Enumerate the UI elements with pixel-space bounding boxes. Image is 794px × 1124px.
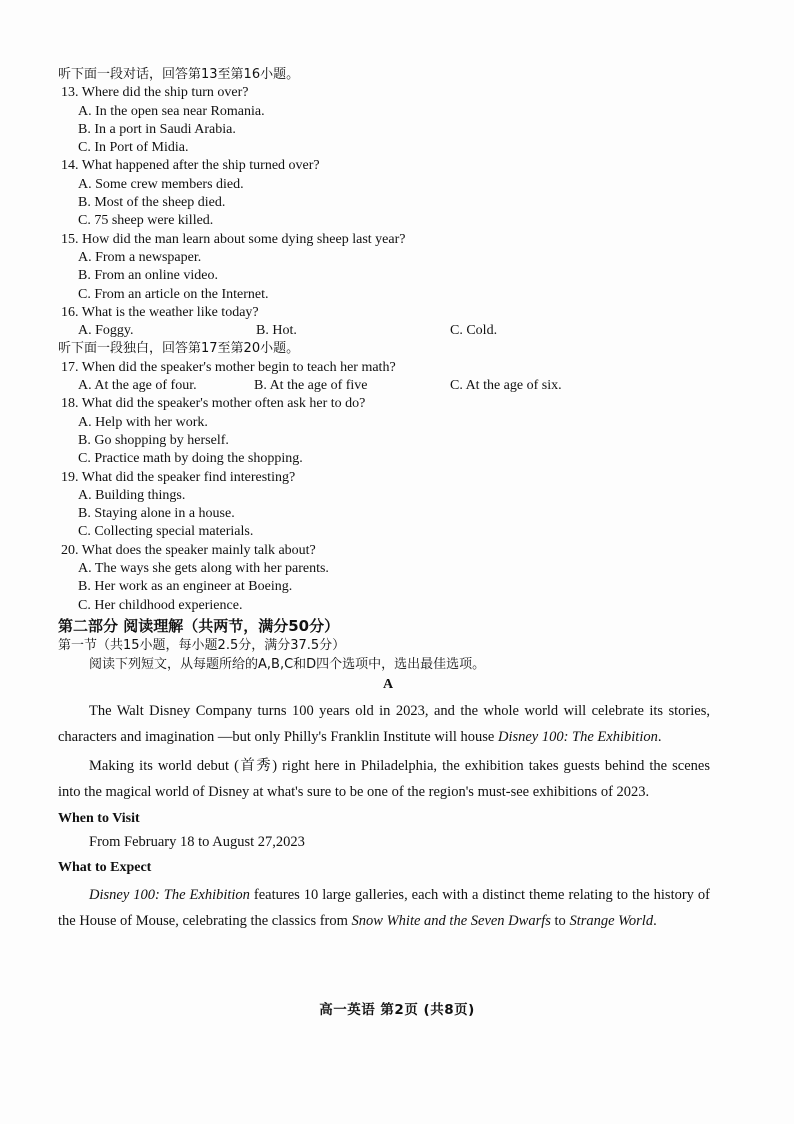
passage-letter: A [382, 676, 394, 692]
question-text: 17. When did the speaker's mother begin to teach her math? [61, 359, 396, 375]
question-18 [58, 395, 718, 468]
question-17 [58, 359, 718, 396]
film-title: Snow White and the Seven Dwarfs [351, 912, 551, 929]
reading-instructions: 阅读下列短文，从每题所给的A,B,C和D四个选项中，选出最佳选项。 [89, 656, 486, 672]
passage-paragraph-1 [58, 698, 710, 750]
question-text: 16. What is the weather like today? [61, 304, 259, 320]
paragraph-text: to [550, 912, 570, 929]
exhibition-title: Disney 100: The Exhibition [89, 886, 250, 903]
option-c: C. Collecting special materials. [78, 524, 254, 540]
passage-paragraph-3 [58, 882, 710, 934]
options-row [58, 377, 718, 395]
options-row [58, 322, 718, 340]
option-c: C. In Port of Midia. [78, 140, 189, 156]
section-one-title: 第一节（共15小题，每小题2.5分，满分37.5分） [58, 637, 346, 653]
paragraph-text: The Walt Disney Company turns 100 years old in 2023, and the whole world will celebrate its stories, characters and imagination —but only Philly's Franklin Institute will house [58, 702, 710, 745]
option-a: A. Some crew members died. [78, 176, 244, 192]
monologue-intro: 听下面一段独白，回答第17至第20小题。 [58, 341, 300, 357]
film-title: Strange World [569, 912, 654, 929]
option-c: C. Her childhood experience. [78, 597, 243, 613]
question-13 [58, 84, 718, 157]
visit-dates: From February 18 to August 27,2023 [89, 833, 305, 850]
question-text: 13. Where did the ship turn over? [61, 85, 249, 101]
option-b: B. At the age of five [254, 378, 368, 394]
option-c: C. From an article on the Internet. [78, 286, 269, 302]
option-c: C. 75 sheep were killed. [78, 213, 214, 229]
question-16 [58, 304, 718, 341]
option-a: A. Foggy. [78, 323, 134, 339]
heading-when-to-visit: When to Visit [58, 810, 140, 826]
heading-what-to-expect: What to Expect [58, 859, 152, 875]
option-a: A. Help with her work. [78, 414, 208, 430]
question-text: 19. What did the speaker find interesting? [61, 469, 296, 485]
question-text: 15. How did the man learn about some dying sheep last year? [61, 231, 406, 247]
part-two-title: 第二部分 阅读理解（共两节，满分50分） [58, 616, 340, 635]
option-b: B. From an online video. [78, 268, 218, 284]
question-15 [58, 231, 718, 304]
question-text: 20. What does the speaker mainly talk about? [61, 542, 316, 558]
option-b: B. Most of the sheep died. [78, 195, 226, 211]
question-text: 18. What did the speaker's mother often ask her to do? [61, 396, 366, 412]
page-footer: 高一英语 第2页 (共8页) [319, 1002, 475, 1018]
option-a: A. In the open sea near Romania. [78, 103, 265, 119]
option-a: A. Building things. [78, 487, 186, 503]
paragraph-text: . [657, 728, 662, 745]
option-b: B. Hot. [256, 323, 297, 339]
dialog-intro: 听下面一段对话，回答第13至第16小题。 [58, 67, 300, 82]
option-b: B. Staying alone in a house. [78, 506, 235, 522]
page-content [58, 66, 718, 934]
option-a: A. The ways she gets along with her parents. [78, 561, 329, 577]
exhibition-title: Disney 100: The Exhibition [497, 728, 658, 745]
option-c: C. Practice math by doing the shopping. [78, 451, 303, 467]
option-b: B. Her work as an engineer at Boeing. [78, 579, 293, 595]
option-c: C. Cold. [450, 323, 498, 339]
paragraph-text: features 10 large galleries, each with a distinct theme relating to the history of the House of Mouse, celebrating the classics from [58, 886, 710, 929]
question-20 [58, 542, 718, 615]
passage-paragraph-2: Making its world debut (首秀) right here in Philadelphia, the exhibition takes guests behind the scenes into the magical world of Disney at what's sure to be one of the region's must-see exhibitions of 2023. [58, 757, 710, 800]
option-c: C. At the age of six. [450, 378, 562, 394]
paragraph-text: . [653, 912, 657, 929]
option-a: A. From a newspaper. [78, 249, 202, 265]
option-a: A. At the age of four. [78, 378, 197, 394]
question-14 [58, 157, 718, 230]
option-b: B. Go shopping by herself. [78, 432, 229, 448]
option-b: B. In a port in Saudi Arabia. [78, 121, 236, 137]
question-19 [58, 469, 718, 542]
question-text: 14. What happened after the ship turned over? [61, 158, 320, 174]
